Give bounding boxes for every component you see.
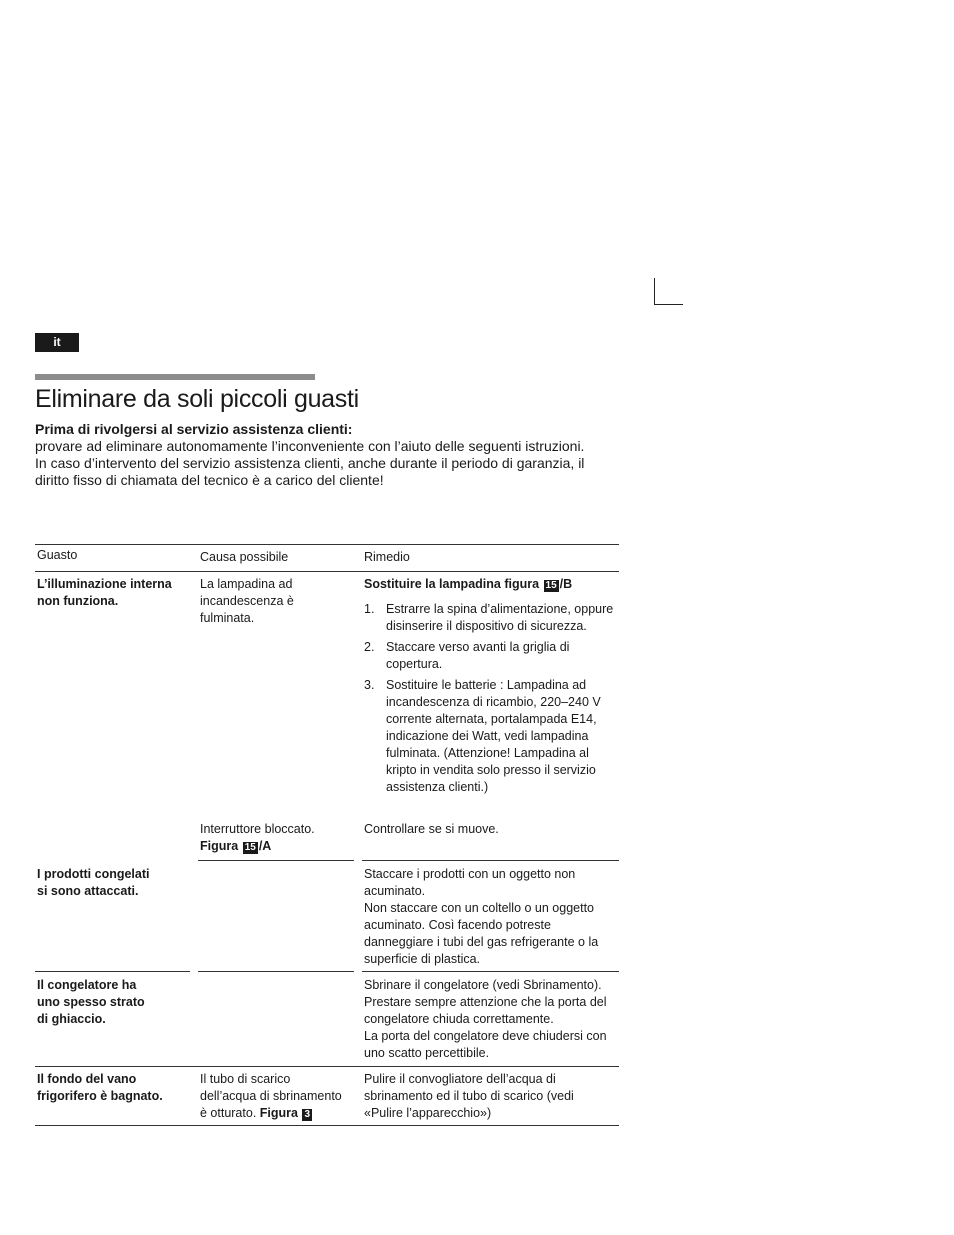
- page-title: Eliminare da soli piccoli guasti: [35, 385, 359, 413]
- step-item: 2. Staccare verso avanti la griglia di copertura.: [364, 640, 570, 671]
- header-cause: Causa possibile: [200, 550, 289, 564]
- row1-fault: L’illuminazione interna non funziona.: [37, 577, 172, 608]
- row1-cause-2: Interruttore bloccato. Figura 15 /A: [200, 822, 315, 853]
- row4-fault: Il fondo del vano frigorifero è bagnato.: [37, 1072, 163, 1103]
- table-bottom-rule: [35, 1125, 619, 1126]
- row1-remedy-2: Controllare se si muove.: [364, 822, 499, 836]
- row-rule: [198, 971, 354, 972]
- title-rule: [35, 374, 315, 380]
- intro-lead: Prima di rivolgersi al servizio assistenza clienti:: [35, 421, 353, 437]
- row-rule: [362, 971, 619, 972]
- row1-cause-1: La lampadina ad incandescenza è fulminata.: [200, 577, 294, 625]
- row2-fault: I prodotti congelati si sono attaccati.: [37, 867, 150, 898]
- crop-mark: [654, 278, 683, 305]
- table-top-rule: [35, 544, 619, 545]
- header-fault: Guasto: [37, 548, 78, 562]
- header-remedy: Rimedio: [364, 550, 410, 564]
- replacement-steps: [364, 601, 614, 800]
- step-item: 1. Estrarre la spina d’alimentazione, oppure disinserire il dispositivo di sicurezza.: [364, 602, 614, 633]
- figure-suffix: /B: [559, 577, 573, 591]
- row-rule: [362, 860, 619, 861]
- row-rule: [35, 971, 190, 972]
- intro-section: [35, 421, 620, 489]
- row2-remedy: Staccare i prodotti con un oggetto non acuminato. Non staccare con un coltello o un oggetto acuminato. Così facendo potreste danneggiare i tubi del gas refrigerante o la superficie di plastica.: [364, 867, 599, 966]
- figure-ref-badge: 15: [545, 580, 557, 591]
- row4-remedy: Pulire il convogliatore dell’acqua di sbrinamento ed il tubo di scarico (vedi «Pulire l’apparecchio»): [364, 1072, 574, 1120]
- intro-text-2: In caso d’intervento del servizio assistenza clienti, anche durante il periodo di garanzia, il diritto fisso di chiamata del tecnico è a carico del cliente!: [35, 455, 585, 488]
- row-rule: [198, 860, 354, 861]
- row1-remedy-title: [364, 576, 619, 593]
- language-tab: it: [35, 333, 79, 352]
- row-rule: [35, 1066, 619, 1067]
- intro-text-1: provare ad eliminare autonomamente l’inconveniente con l’aiuto delle seguenti istruzioni.: [35, 438, 585, 454]
- row4-cause: Il tubo di scarico dell’acqua di sbrinamento è otturato. Figura 3: [200, 1072, 342, 1120]
- figure-ref-badge: 15: [244, 842, 256, 853]
- figure-ref-badge: 3: [304, 1109, 311, 1120]
- step-item: 3. Sostituire le batterie : Lampadina ad incandescenza di ricambio, 220–240 V corrente alternata, portalampada E14, indicazione dei Watt, vedi lampadina fulminata. (Attenzione! Lampadina al kripto in vendita solo presso il servizio assistenza clienti.): [364, 678, 601, 794]
- row3-fault: Il congelatore ha uno spesso strato di ghiaccio.: [37, 978, 145, 1026]
- remedy-title-text: Sostituire la lampadina figura: [364, 577, 540, 591]
- header-rule: [35, 571, 619, 572]
- row3-remedy: Sbrinare il congelatore (vedi Sbrinamento). Prestare sempre attenzione che la porta del congelatore chiuda correttamente. La porta del congelatore deve chiudersi con uno scatto percettibile.: [364, 978, 607, 1060]
